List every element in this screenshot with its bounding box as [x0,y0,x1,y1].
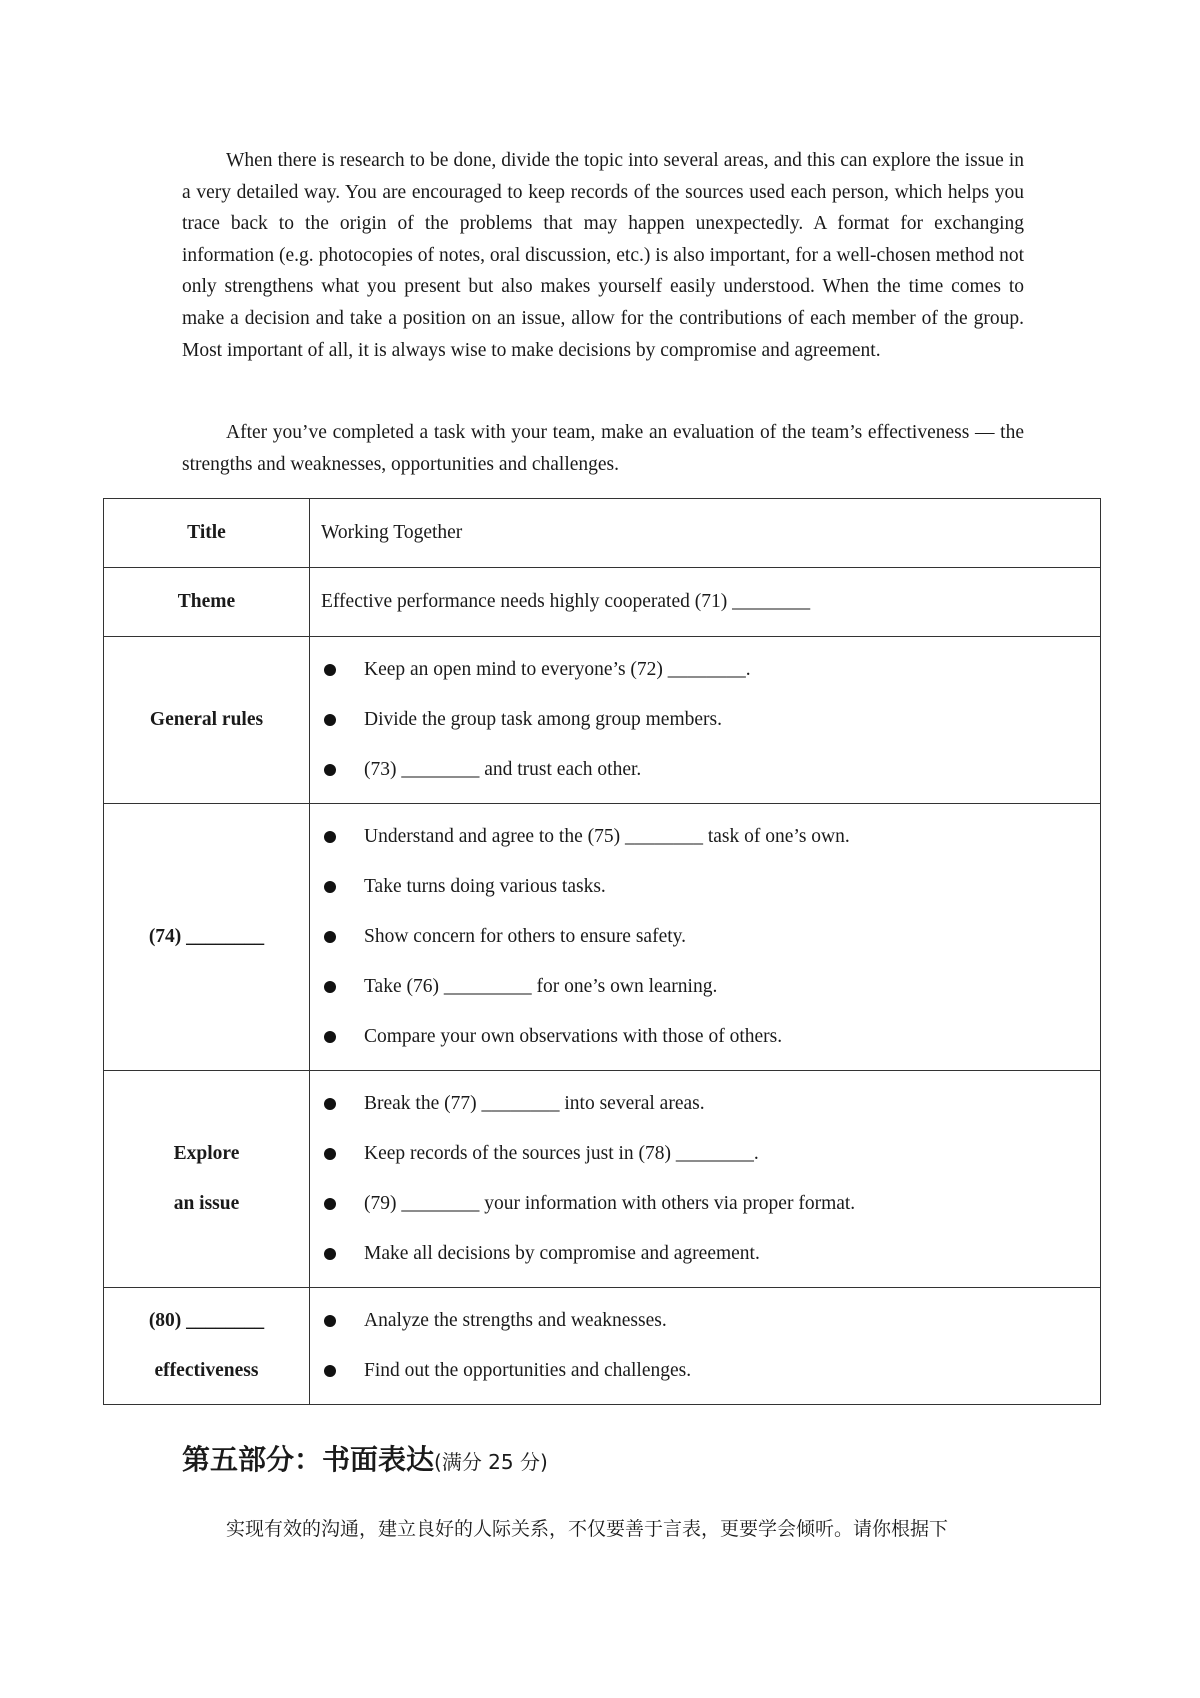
list-item [321,645,1100,695]
general-rules-list [321,645,1100,795]
list-item-text: Divide the group task among group members. [364,709,722,730]
general-rules-label: General rules [104,637,310,804]
row-74-label: (74) ________ [104,804,310,1071]
table-row-80 [104,1288,1101,1405]
bullet-icon [324,931,336,943]
list-item-text: Break the (77) ________ into several areas. [364,1093,705,1114]
list-item [321,1296,1100,1346]
table-row-title [104,499,1101,568]
table-row-explore [104,1071,1101,1288]
evaluation-paragraph: After you’ve completed a task with your team, make an evaluation of the team’s effectiveness — the strengths and weaknesses, opportunities and challenges. [182,422,1024,475]
list-item-text: Compare your own observations with those of others. [364,1026,783,1047]
list-item-text: Keep records of the sources just in (78) ________. [364,1143,759,1164]
list-item [321,1346,1100,1396]
list-item [321,812,1100,862]
list-item [321,745,1100,795]
list-item [321,1079,1100,1129]
explore-content [310,1071,1101,1288]
list-item [321,695,1100,745]
section-title: 第五部分：书面表达 [182,1443,435,1476]
bullet-icon [324,664,336,676]
list-item [321,1012,1100,1062]
list-item [321,862,1100,912]
bullet-icon [324,981,336,993]
bullet-icon [324,831,336,843]
title-value: Working Together [310,499,1101,568]
list-item [321,962,1100,1012]
row-80-list [321,1296,1100,1396]
general-rules-content [310,637,1101,804]
row-80-content [310,1288,1101,1405]
list-item-text: Analyze the strengths and weaknesses. [364,1310,667,1331]
title-label: Title [104,499,310,568]
bullet-icon [324,881,336,893]
list-item-text: Find out the opportunities and challenges. [364,1360,692,1381]
row-74-content [310,804,1101,1071]
list-item-text: (73) ________ and trust each other. [364,759,642,780]
explore-label [104,1071,310,1288]
section-heading [182,1440,548,1482]
list-item-text: Show concern for others to ensure safety. [364,926,687,947]
summary-table [103,498,1101,1405]
list-item-text: (79) ________ your information with others via proper format. [364,1193,856,1214]
research-paragraph: When there is research to be done, divide the topic into several areas, and this can explore the issue in a very detailed way. You are encouraged to keep records of the sources used each person, which helps you trace back to the origin of the problems that may happen unexpectedly. A format for exchanging information (e.g. photocopies of notes, oral discussion, etc.) is also important, for a well-chosen method not only strengthens what you present but also makes yourself easily understood. When the time comes to make a decision and take a position on an issue, allow for the contributions of each member of the group. Most important of all, it is always wise to make decisions by compromise and agreement. [182,150,1024,361]
list-item [321,912,1100,962]
table-row-theme [104,568,1101,637]
bullet-icon [324,1098,336,1110]
list-item [321,1229,1100,1279]
list-item-text: Take (76) _________ for one’s own learning. [364,976,718,997]
bullet-icon [324,764,336,776]
list-item-text: Understand and agree to the (75) ________ task of one’s own. [364,826,850,847]
list-item-text: Keep an open mind to everyone’s (72) ________. [364,659,751,680]
bullet-icon [324,1031,336,1043]
explore-list [321,1079,1100,1279]
explore-label-line1: Explore [173,1143,240,1164]
row-80-label [104,1288,310,1405]
bullet-icon [324,1248,336,1260]
row-80-label-line1: (80) ________ [148,1310,265,1331]
table-row-general-rules [104,637,1101,804]
row-80-label-line2: effectiveness [154,1360,259,1381]
list-item-text: Take turns doing various tasks. [364,876,606,897]
list-item [321,1179,1100,1229]
writing-prompt-paragraph: 实现有效的沟通，建立良好的人际关系，不仅要善于言表，更要学会倾听。请你根据下 [226,1518,949,1540]
row-74-list [321,812,1100,1062]
explore-label-line2: an issue [173,1193,240,1214]
list-item [321,1129,1100,1179]
bullet-icon [324,1198,336,1210]
theme-label: Theme [104,568,310,637]
bullet-icon [324,1148,336,1160]
theme-value: Effective performance needs highly cooperated (71) ________ [310,568,1101,637]
section-score: (满分 25 分) [434,1450,548,1474]
bullet-icon [324,1315,336,1327]
list-item-text: Make all decisions by compromise and agreement. [364,1243,760,1264]
bullet-icon [324,714,336,726]
table-row-74 [104,804,1101,1071]
bullet-icon [324,1365,336,1377]
